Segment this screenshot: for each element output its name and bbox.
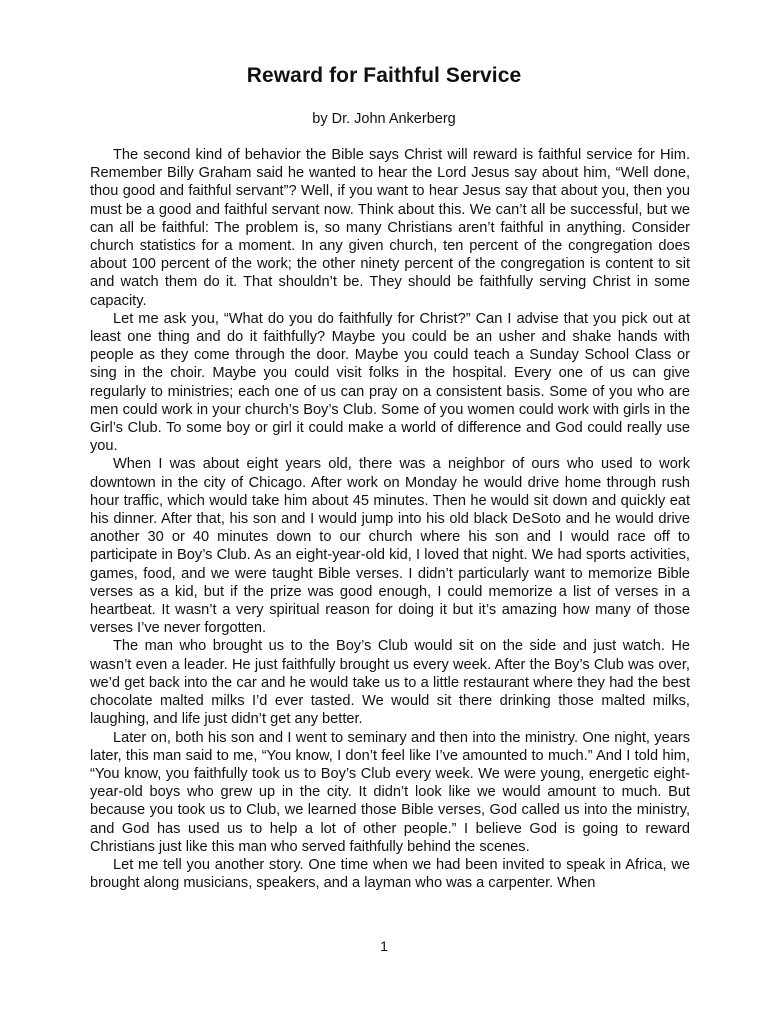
- page-number: 1: [380, 938, 388, 954]
- paragraph-5: Later on, both his son and I went to seminary and then into the ministry. One night, years later, this man said to me, “You know, I don’t feel like I’ve amounted to much.” And I told him, “You know, you faithfully took us to Boy’s Club every week. We were young, energetic eight-year-old boys who grew up in the city. It didn’t look like we would amount to much. But because you took us to Club, we learned those Bible verses, God called us into the ministry, and God has used us to help a lot of other people.” I believe God is going to reward Christians just like this man who served faithfully behind the scenes.: [90, 729, 690, 855]
- author-byline: by Dr. John Ankerberg: [312, 111, 456, 127]
- document-body: [90, 146, 690, 892]
- paragraph-6: Let me tell you another story. One time when we had been invited to speak in Africa, we brought along musicians, speakers, and a layman who was a carpenter. When: [90, 856, 690, 892]
- paragraph-3: When I was about eight years old, there was a neighbor of ours who used to work downtown in the city of Chicago. After work on Monday he would drive home through rush hour traffic, which would take him about 45 minutes. Then he would sit down and quickly eat his dinner. After that, his son and I would jump into his old black DeSoto and he would drive another 30 or 40 minutes down to our church where his son and I would race off to participate in Boy’s Club. As an eight-year-old kid, I loved that night. We had sports activities, games, food, and we were taught Bible verses. I didn’t particularly want to memorize Bible verses as a kid, but if the prize was good enough, I could memorize a list of verses in a heartbeat. It wasn’t a very spiritual reason for doing it but it’s amazing how many of those verses I’ve never forgotten.: [90, 456, 690, 637]
- document-title: Reward for Faithful Service: [246, 64, 522, 87]
- paragraph-4: The man who brought us to the Boy’s Club would sit on the side and just watch. He wasn’t even a leader. He just faithfully brought us every week. After the Boy’s Club was over, we’d get back into the car and he would take us to a little restaurant where they had the best chocolate malted milks I’d ever tasted. We would sit there drinking those malted milks, laughing, and life just didn’t get any better.: [90, 638, 690, 728]
- paragraph-2: Let me ask you, “What do you do faithfully for Christ?” Can I advise that you pick out at least one thing and do it faithfully? Maybe you could be an usher and shake hands with people as they come through the door. Maybe you could teach a Sunday School Class or sing in the choir. Maybe you could visit folks in the hospital. Every one of us can give regularly to ministries; each one of us can pray on a consistent basis. Some of you who are men could work in your church’s Boy’s Club. Some of you women could work with girls in the Girl’s Club. To some boy or girl it could make a world of difference and God could really use you.: [90, 310, 690, 455]
- paragraph-1: The second kind of behavior the Bible says Christ will reward is faithful service for Him. Remember Billy Graham said he wanted to hear the Lord Jesus say about him, “Well done, thou good and faithful servant”? Well, if you want to hear Jesus say that about you, then you must be a good and faithful servant now. Think about this. We can’t all be successful, but we can all be faithful: The problem is, so many Christians aren’t faithful in anything. Consider church statistics for a moment. In any given church, ten percent of the congregation does about 100 percent of the work; the other ninety percent of the congregation is content to sit and watch them do it. That shouldn’t be. They should be faithfully serving Christ in some capacity.: [90, 147, 690, 309]
